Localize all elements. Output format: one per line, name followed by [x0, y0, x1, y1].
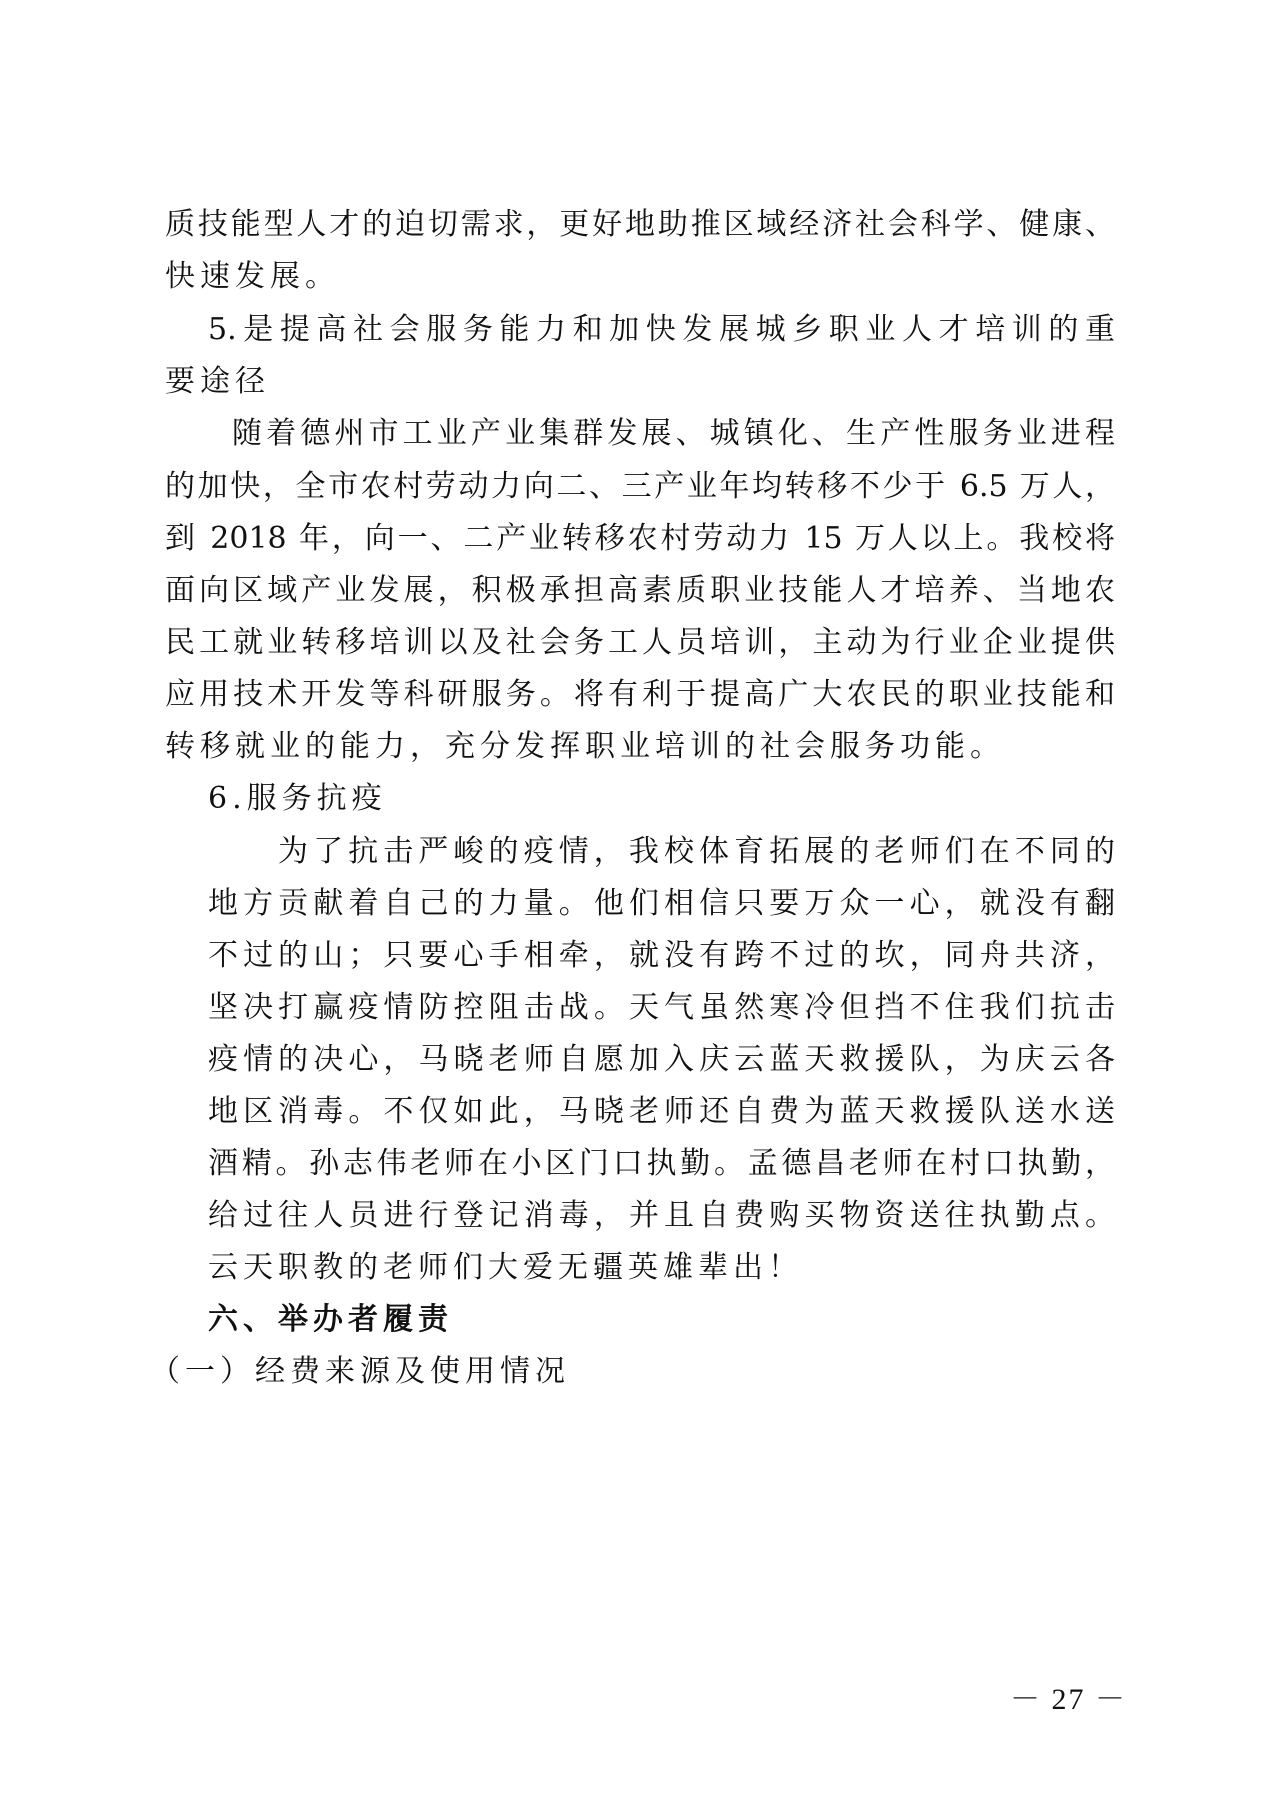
subsection-heading-1: （一）经费来源及使用情况: [150, 1354, 570, 1389]
paragraph-line: 为了抗击严峻的疫情，我校体育拓展的老师们在不同的: [278, 834, 1115, 869]
paragraph-line: 转移就业的能力，充分发挥职业培训的社会服务功能。: [165, 729, 1005, 764]
paragraph-line: 酒精。孙志伟老师在小区门口执勤。孟德昌老师在村口执勤，: [208, 1146, 1115, 1181]
section-heading-6: 六、举办者履责: [208, 1302, 453, 1337]
paragraph-line: 随着德州市工业产业集群发展、城镇化、生产性服务业进程: [232, 416, 1115, 451]
heading-6: 6.服务抗疫: [208, 781, 387, 816]
paragraph-line: 不过的山；只要心手相牵，就没有跨不过的坎，同舟共济，: [208, 938, 1115, 973]
paragraph-line: 快速发展。: [165, 259, 340, 294]
paragraph-line: 坚决打赢疫情防控阻击战。天气虽然寒冷但挡不住我们抗击: [208, 990, 1115, 1025]
paragraph-line: 民工就业转移培训以及社会务工人员培训，主动为行业企业提供: [165, 625, 1115, 660]
paragraph-line: 疫情的决心，马晓老师自愿加入庆云蓝天救援队，为庆云各: [208, 1042, 1115, 1077]
page-number: － 27 －: [1010, 1683, 1127, 1716]
heading-5-line: 5.是提高社会服务能力和加快发展城乡职业人才培训的重: [208, 312, 1115, 347]
paragraph-line: 云天职教的老师们大爱无疆英雄辈出！: [208, 1250, 803, 1285]
paragraph-line: 应用技术开发等科研服务。将有利于提高广大农民的职业技能和: [165, 677, 1115, 712]
paragraph-line: 质技能型人才的迫切需求，更好地助推区域经济社会科学、健康、: [165, 207, 1115, 242]
paragraph-line: 给过往人员进行登记消毒，并且自费购买物资送往执勤点。: [208, 1198, 1115, 1233]
paragraph-line: 面向区域产业发展，积极承担高素质职业技能人才培养、当地农: [165, 573, 1115, 608]
paragraph-line: 到 2018 年，向一、二产业转移农村劳动力 15 万人以上。我校将: [165, 521, 1115, 556]
paragraph-line: 的加快，全市农村劳动力向二、三产业年均转移不少于 6.5 万人，: [165, 469, 1115, 504]
paragraph-line: 地区消毒。不仅如此，马晓老师还自费为蓝天救援队送水送: [208, 1094, 1115, 1129]
paragraph-line: 地方贡献着自己的力量。他们相信只要万众一心，就没有翻: [208, 886, 1115, 921]
heading-5-line: 要途径: [165, 364, 270, 399]
